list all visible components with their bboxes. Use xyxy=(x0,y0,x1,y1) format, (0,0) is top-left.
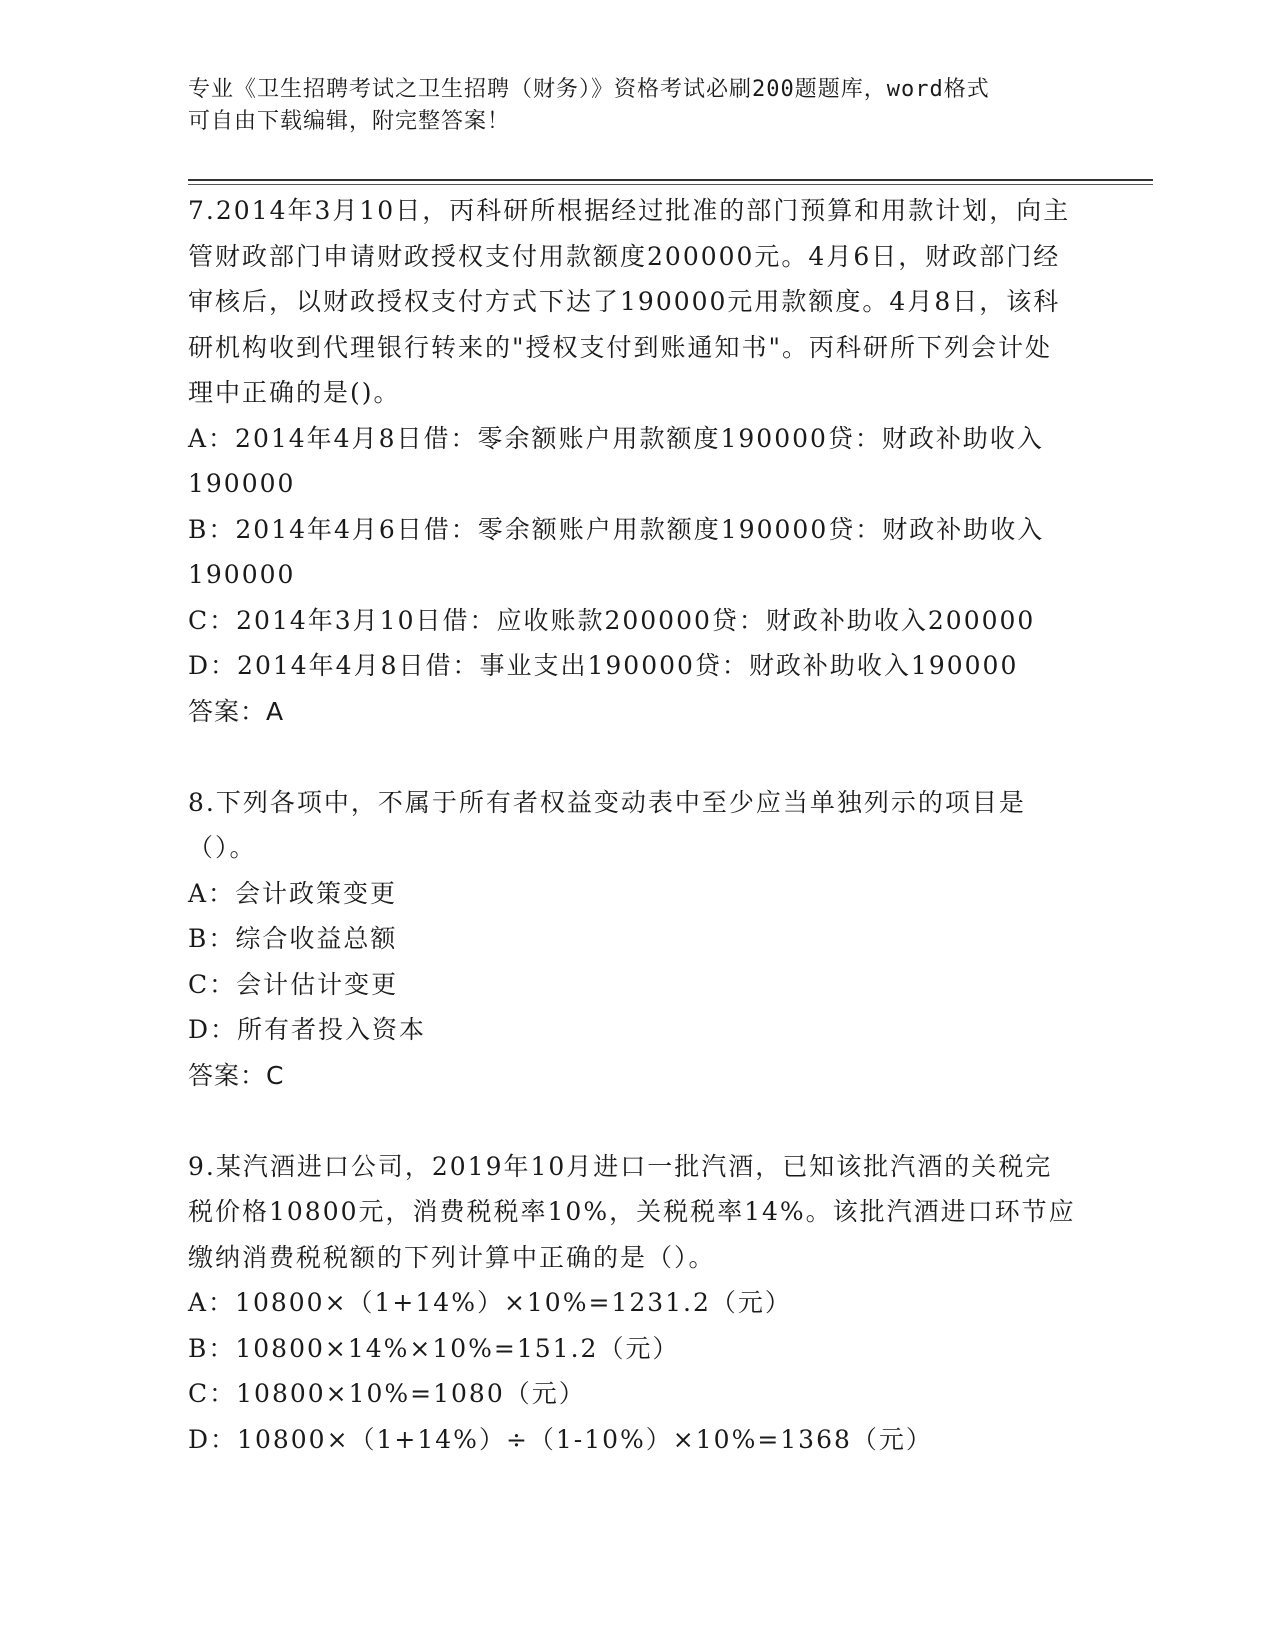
option-c: C：会计估计变更 xyxy=(188,969,399,999)
option-b: B：10800×14%×10%=151.2（元） xyxy=(188,1333,680,1363)
question-stem: 8.下列各项中，不属于所有者权益变动表中至少应当单独列示的项目是（）。 xyxy=(188,787,1026,862)
question-8 xyxy=(188,780,1078,1099)
option-c: C：2014年3月10日借：应收账款200000贷：财政补助收入200000 xyxy=(188,605,1036,635)
document-header xyxy=(188,74,1068,138)
option-b: B：2014年4月6日借：零余额账户用款额度190000贷：财政补助收入190000 xyxy=(188,514,1045,589)
question-7 xyxy=(188,188,1078,734)
option-d: D：10800×（1+14%）÷（1-10%）×10%=1368（元） xyxy=(188,1424,933,1454)
answer-value: A xyxy=(266,696,285,726)
question-stem: 7.2014年3月10日，丙科研所根据经过批准的部门预算和用款计划，向主管财政部门申请财政授权支付用款额度200000元。4月6日，财政部门经审核后，以财政授权支付方式下达了190000元用款额度。4月8日，该科研机构收到代理银行转来的"授权支付到账通知书"。丙科研所下列会计处理中正确的是()。 xyxy=(188,196,1071,407)
question-stem: 9.某汽酒进口公司，2019年10月进口一批汽酒，已知该批汽酒的关税完税价格10800元，消费税税率10%，关税税率14%。该批汽酒进口环节应缴纳消费税税额的下列计算中正确的是（）。 xyxy=(188,1151,1076,1272)
option-b: B：综合收益总额 xyxy=(188,924,398,953)
option-a: A：10800×（1+14%）×10%=1231.2（元） xyxy=(188,1288,792,1317)
option-d: D：所有者投入资本 xyxy=(188,1015,427,1044)
answer-label: 答案： xyxy=(188,1060,267,1090)
answer-line xyxy=(188,1053,1078,1099)
option-c: C：10800×10%=1080（元） xyxy=(188,1379,586,1408)
answer-line xyxy=(188,689,1078,735)
header-title-line-2: 可自由下载编辑，附完整答案！ xyxy=(188,109,511,134)
option-d: D：2014年4月8日借：事业支出190000贷：财政补助收入190000 xyxy=(188,651,1019,680)
answer-label: 答案： xyxy=(188,696,267,726)
answer-value: C xyxy=(266,1060,285,1090)
header-divider-thin xyxy=(188,184,1153,185)
question-9 xyxy=(188,1144,1078,1463)
header-divider-thick xyxy=(188,179,1153,181)
question-list xyxy=(188,188,1078,1508)
option-a: A：2014年4月8日借：零余额账户用款额度190000贷：财政补助收入190000 xyxy=(188,423,1044,498)
option-a: A：会计政策变更 xyxy=(188,878,398,908)
header-title-line-1: 专业《卫生招聘考试之卫生招聘（财务）》资格考试必刷200题题库，word格式 xyxy=(188,77,990,102)
